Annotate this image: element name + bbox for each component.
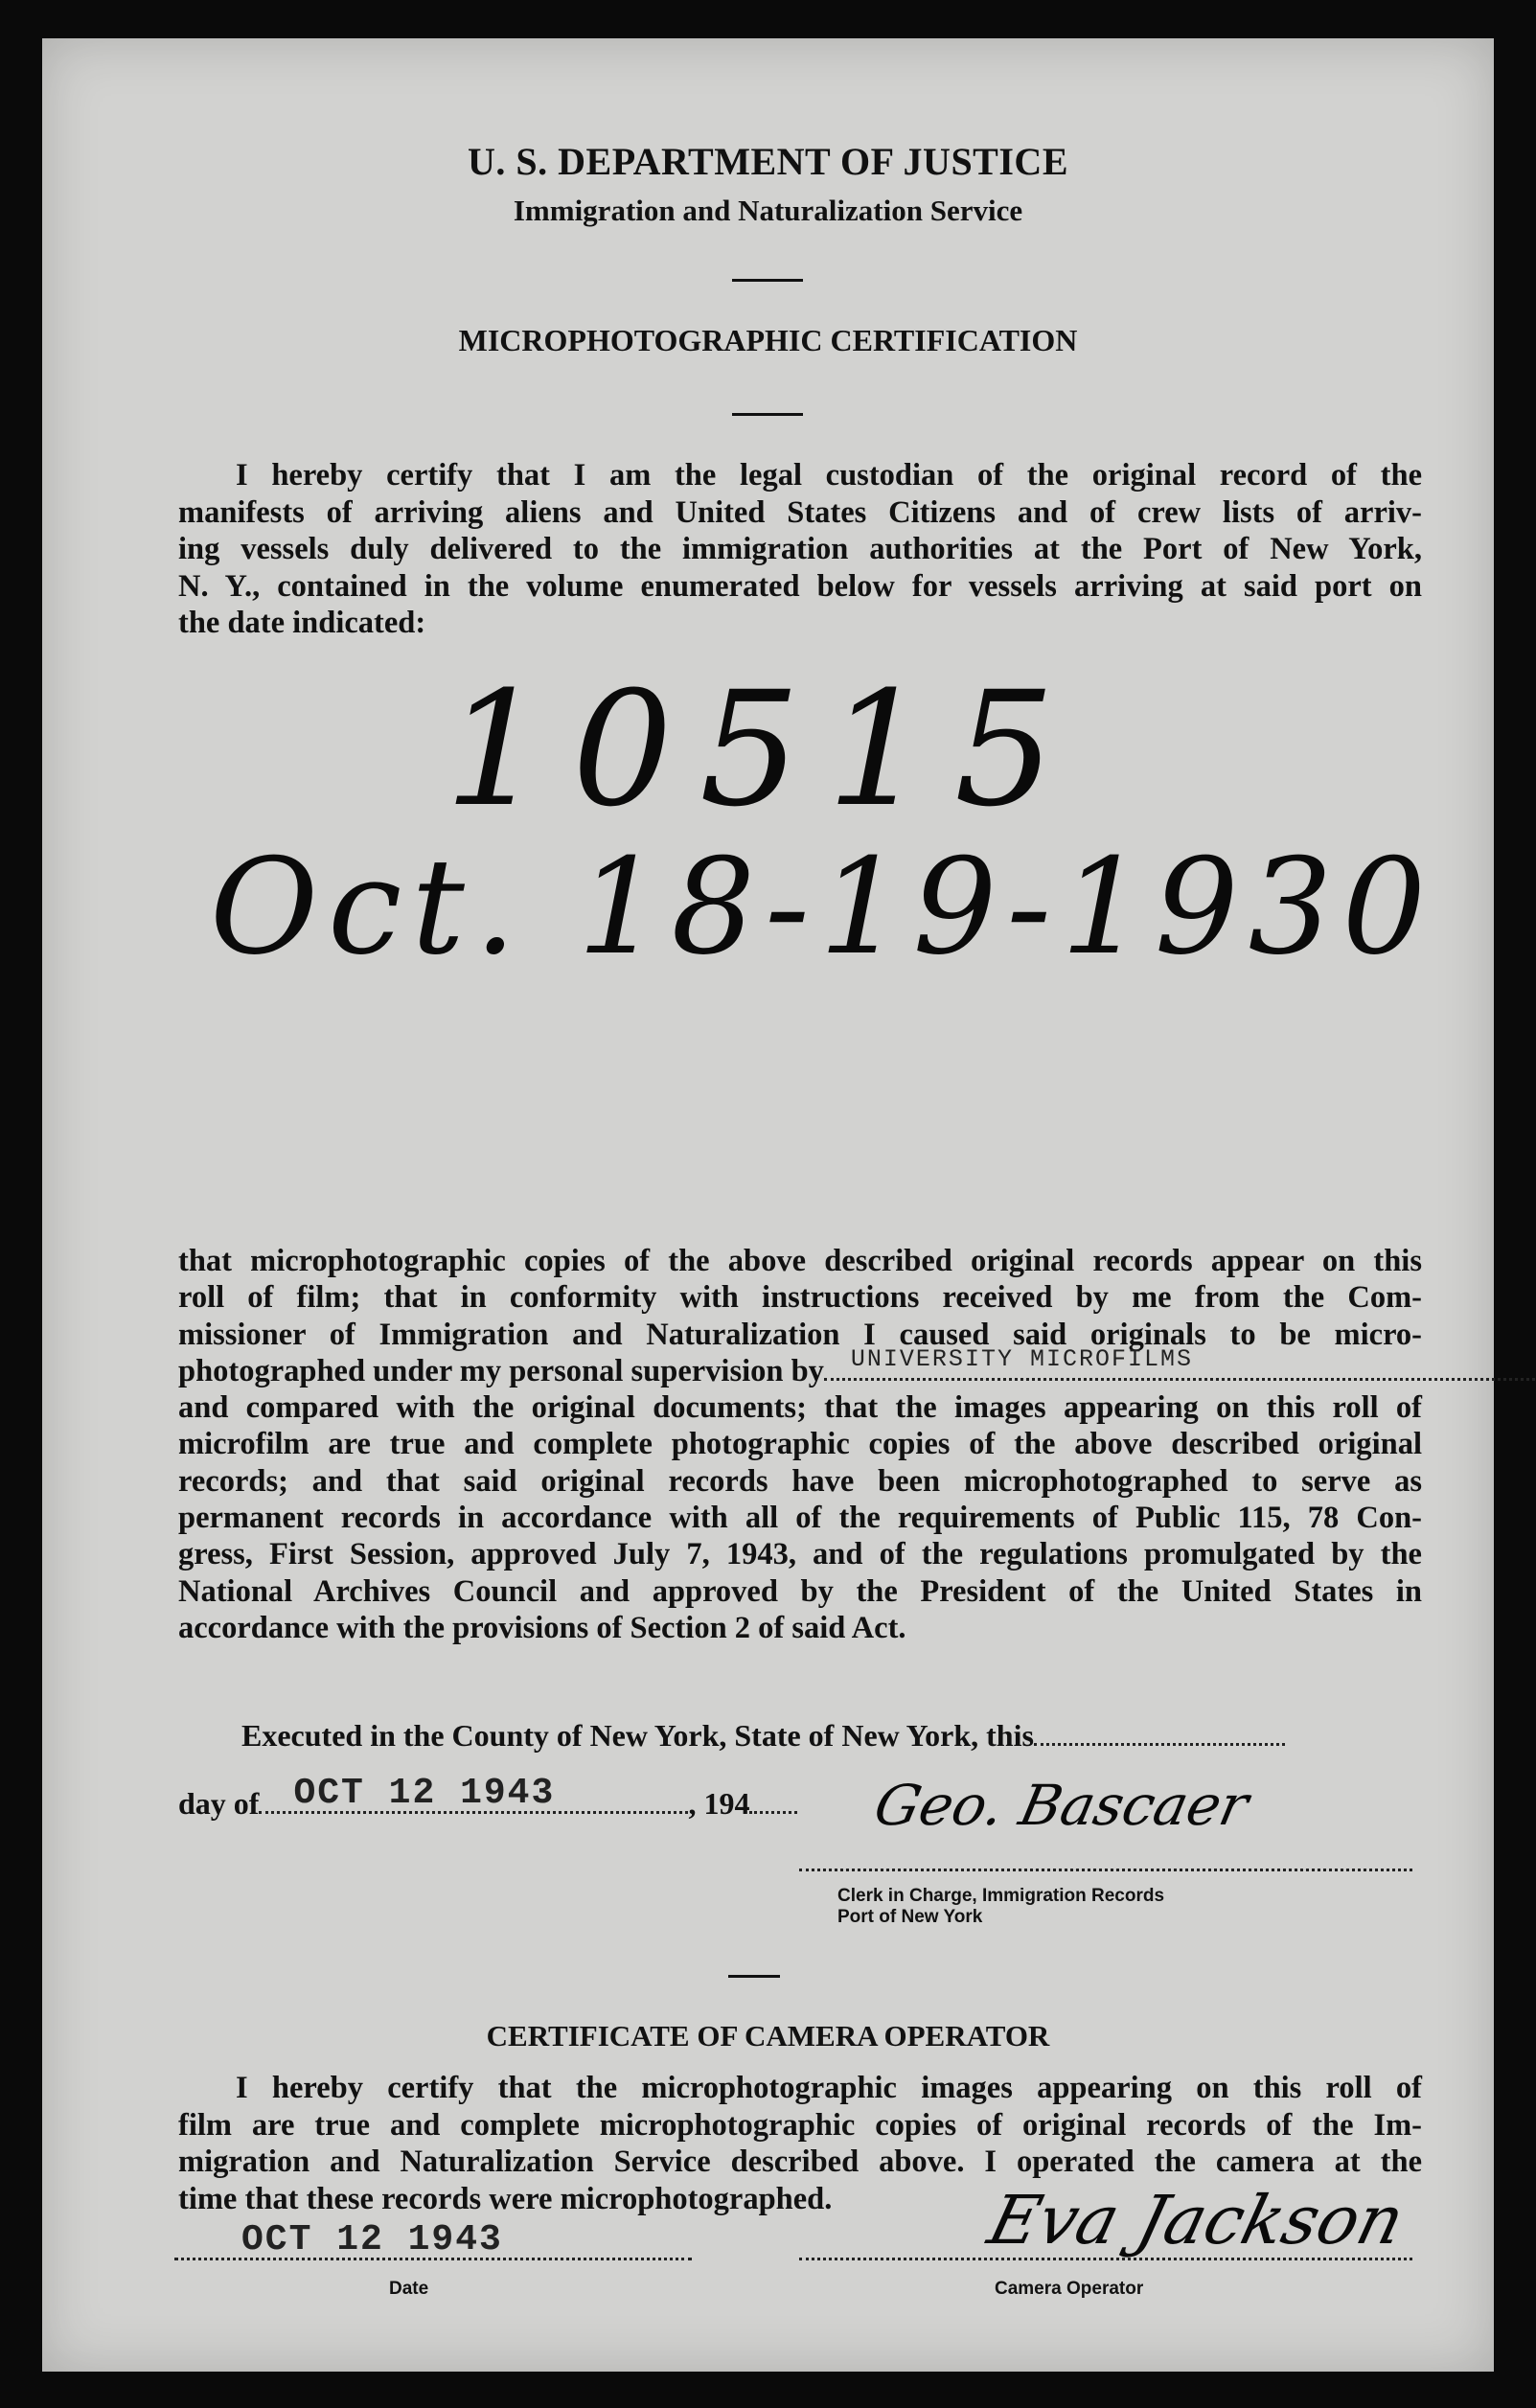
intro-line: I hereby certify that I am the legal custodian of the original record of the xyxy=(236,458,1422,493)
body-line: microfilm are true and complete photographic copies of the above described original xyxy=(178,1427,1422,1462)
body-line: records; and that said original records have been microphotographed to serve as xyxy=(178,1463,1422,1499)
camera-line: time that these records were microphotographed. xyxy=(178,2181,833,2216)
operator-label: Camera Operator xyxy=(995,2279,1144,2299)
date-label: Date xyxy=(389,2279,429,2299)
divider-rule xyxy=(728,1975,780,1978)
body-paragraph xyxy=(178,1243,1422,1646)
executed-text: Executed in the County of New York, State of New York, this xyxy=(241,1718,1034,1753)
intro-line: the date indicated: xyxy=(178,606,426,640)
clerk-title: Clerk in Charge, Immigration Records xyxy=(837,1886,1165,1906)
body-line: that microphotographic copies of the above described original records appear on this xyxy=(178,1244,1422,1278)
day-of-line xyxy=(178,1773,797,1822)
body-line-filmed-by xyxy=(178,1344,1422,1389)
body-line: roll of film; that in conformity with instructions received by me from the Com- xyxy=(178,1280,1422,1316)
filmed-by-typed: UNIVERSITY MICROFILMS xyxy=(850,1344,1193,1373)
divider-rule xyxy=(732,413,803,416)
body-line: accordance with the provisions of Section 2 of said Act. xyxy=(178,1610,906,1645)
camera-line: migration and Naturalization Service described above. I operated the camera at the xyxy=(178,2144,1422,2179)
body-line: missioner of Immigration and Naturalization I caused said originals to be micro- xyxy=(178,1317,1422,1352)
divider-rule xyxy=(732,279,803,282)
body-line: and compared with the original documents; that the images appearing on this roll of xyxy=(178,1390,1422,1426)
intro-line: N. Y., contained in the volume enumerated below for vessels arriving at said port on xyxy=(178,568,1422,604)
executed-date-stamp: OCT 12 1943 xyxy=(293,1773,556,1814)
day-of-label: day of xyxy=(178,1786,260,1821)
service-subtitle: Immigration and Naturalization Service xyxy=(513,194,1023,227)
body-line: permanent records in accordance with all of the requirements of Public 115, 78 Con- xyxy=(178,1501,1422,1536)
clerk-signature: Geo. Bascaer xyxy=(868,1773,1254,1838)
intro-paragraph xyxy=(178,457,1422,642)
executed-day-blank xyxy=(1034,1724,1285,1746)
filmed-by-blank xyxy=(824,1344,1536,1381)
executed-line xyxy=(241,1718,1285,1754)
operator-signature-line xyxy=(799,2258,1412,2260)
certification-title: MICROPHOTOGRAPHIC CERTIFICATION xyxy=(458,323,1078,357)
camera-date-stamp: OCT 12 1943 xyxy=(241,2219,503,2260)
clerk-signature-line xyxy=(799,1869,1412,1871)
intro-line: ing vessels duly delivered to the immigration authorities at the Port of New York, xyxy=(178,532,1422,566)
year-blank xyxy=(749,1792,797,1814)
body-line: National Archives Council and approved by the President of the United States in xyxy=(178,1573,1422,1609)
department-title: U. S. DEPARTMENT OF JUSTICE xyxy=(468,140,1068,183)
camera-certificate-heading: CERTIFICATE OF CAMERA OPERATOR xyxy=(486,2019,1050,2053)
body-line: gress, First Session, approved July 7, 1943, and of the regulations promulgated by the xyxy=(178,1537,1422,1572)
clerk-port: Port of New York xyxy=(837,1907,983,1927)
handwritten-volume-number: 10515 xyxy=(445,657,1082,841)
handwritten-record-date: Oct. 18-19-1930 xyxy=(210,830,1436,984)
intro-line: manifests of arriving aliens and United States Citizens and of crew lists of arriv- xyxy=(178,494,1422,530)
day-of-blank xyxy=(259,1773,688,1814)
filmed-by-prefix: photographed under my personal supervision by xyxy=(178,1353,824,1388)
date-signature-line xyxy=(174,2258,692,2260)
camera-line: film are true and complete microphotographic copies of original records of the Im- xyxy=(178,2107,1422,2143)
certificate-paper xyxy=(42,38,1494,2372)
year-prefix: , 194 xyxy=(688,1786,750,1821)
operator-signature: Eva Jackson xyxy=(980,2181,1412,2259)
camera-line: I hereby certify that the microphotographic images appearing on this roll of xyxy=(236,2071,1422,2105)
